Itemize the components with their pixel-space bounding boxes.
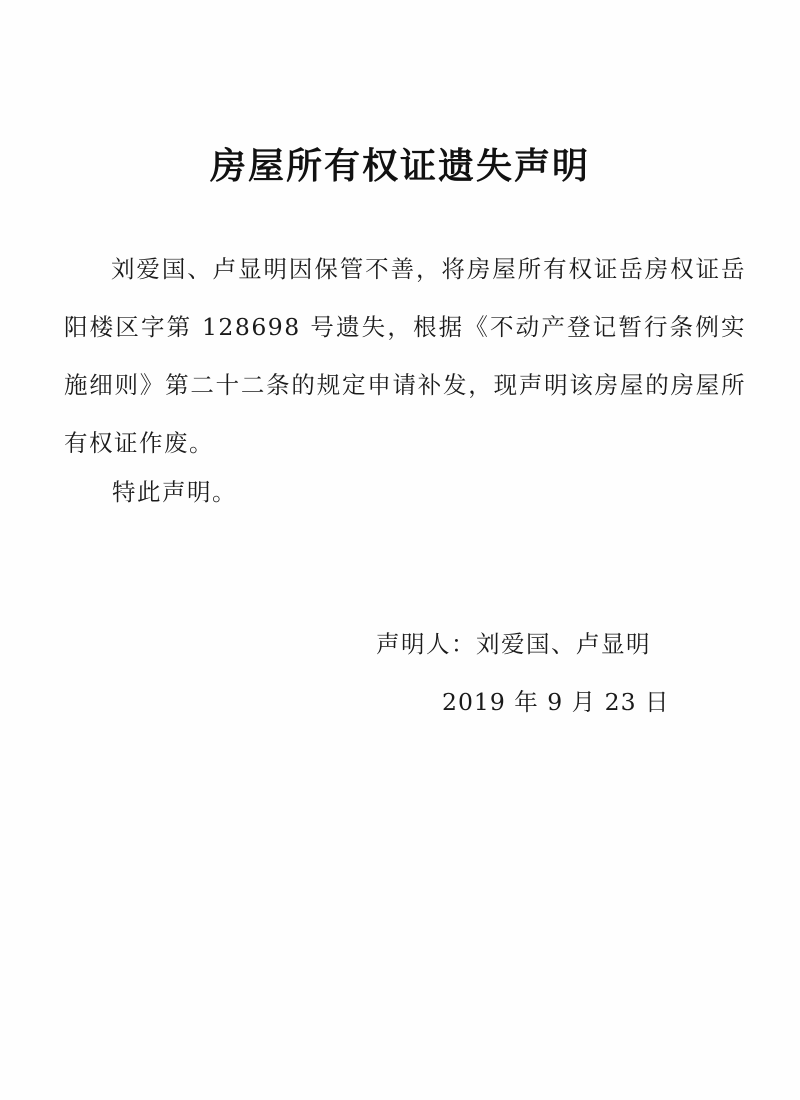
declaration-paragraph: 刘爱国、卢显明因保管不善，将房屋所有权证岳房权证岳阳楼区字第 128698 号遗失，根据《不动产登记暂行条例实施细则》第二十二条的规定申请补发，现声明该房屋的房屋所有权证作废。: [64, 255, 746, 457]
document-title: 房屋所有权证遗失声明: [209, 146, 590, 187]
declarant-line: 声明人：刘爱国、卢显明: [376, 630, 651, 658]
closing-statement: 特此声明。: [112, 478, 237, 506]
signature-block: [376, 626, 716, 720]
declaration-date: 2019 年 9 月 23 日: [442, 688, 670, 716]
